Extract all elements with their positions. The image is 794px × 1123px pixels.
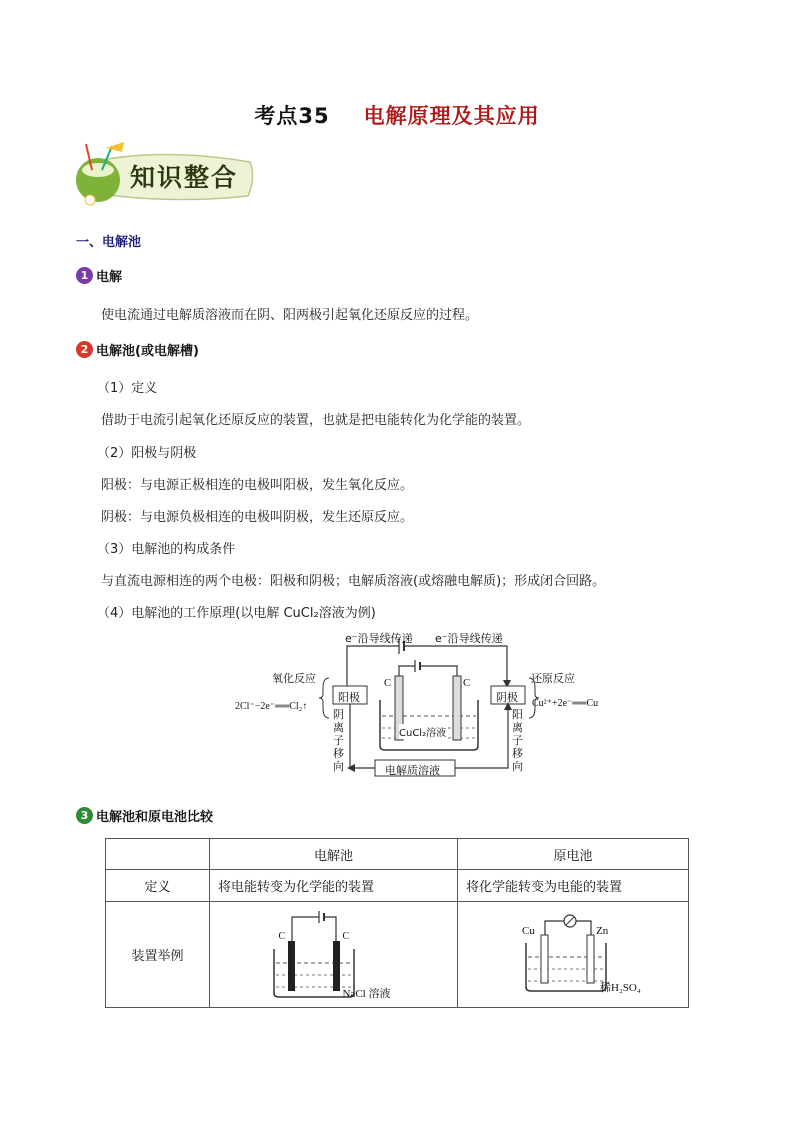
subsection-3-heading (76, 806, 213, 825)
knowledge-banner (72, 140, 256, 208)
electrolysis-definition: 使电流通过电解质溶液而在阴、阳两极引起氧化还原反应的过程。 (101, 308, 479, 323)
comparison-table (105, 838, 689, 1008)
electron-flow-left-label: e⁻沿导线传递 (345, 632, 413, 645)
nacl-cell-right-label: C (342, 930, 350, 942)
electron-flow-right-label: e⁻沿导线传递 (435, 632, 503, 645)
badge-3: 3 (76, 807, 93, 824)
subsection-2-title: 电解池(或电解槽) (96, 344, 199, 359)
para-electrodes-heading: （2）阳极与阴极 (97, 446, 197, 461)
table-header-row (106, 839, 689, 870)
galvanic-cell-figure (498, 907, 648, 1003)
table-cell-device-label: 装置举例 (106, 902, 210, 1008)
anode-equation: 2Cl⁻−2e⁻══Cl₂↑ (235, 701, 308, 712)
subsection-3-title: 电解池和原电池比较 (96, 810, 214, 825)
badge-1: 1 (76, 267, 93, 284)
table-row (106, 870, 689, 902)
solution-label: CuCl₂溶液 (399, 724, 446, 739)
anode-label: 阳极 (338, 691, 360, 704)
banner-text: 知识整合 (130, 163, 239, 192)
table-cell-electrolytic-definition: 将电能转变为化学能的装置 (210, 870, 458, 902)
sulfuric-acid-label: 稀H₂SO₄ (600, 981, 641, 994)
table-cell-definition-label: 定义 (106, 870, 210, 902)
title-name: 电解原理及其应用 (363, 104, 540, 128)
para-conditions-heading: （3）电解池的构成条件 (97, 542, 236, 557)
zinc-electrode-label: Zn (596, 924, 609, 937)
table-cell-galvanic-device (458, 902, 689, 1008)
table-header-electrolytic: 电解池 (210, 839, 458, 870)
electrode-right-label: C (463, 677, 471, 689)
page-title (0, 100, 794, 130)
reduction-label: 还原反应 (531, 672, 575, 685)
electrode-left-label: C (384, 677, 392, 689)
cathode-equation: Cu²⁺+2e⁻══Cu (532, 698, 599, 709)
badge-2: 2 (76, 341, 93, 358)
para-anode: 阳极：与电源正极相连的电极叫阳极，发生氧化反应。 (101, 478, 414, 493)
table-cell-electrolytic-device (210, 902, 458, 1008)
para-cathode: 阴极：与电源负极相连的电极叫阴极，发生还原反应。 (101, 510, 414, 525)
para-definition: 借助于电流引起氧化还原反应的装置，也就是把电能转化为化学能的装置。 (101, 413, 531, 428)
cathode-label: 阴极 (496, 691, 518, 704)
table-cell-galvanic-definition: 将化学能转变为电能的装置 (458, 870, 689, 902)
anion-migration-label: 阴离子移向 (333, 708, 344, 773)
para-principle-heading: （4）电解池的工作原理(以电解 CuCl₂溶液为例) (97, 606, 376, 621)
title-number: 考点35 (254, 104, 330, 128)
nacl-cell-left-label: C (278, 930, 286, 942)
section-heading: 一、电解池 (76, 235, 142, 250)
nacl-solution-label: NaCl 溶液 (342, 987, 391, 1000)
electrolyte-label: 电解质溶液 (385, 764, 440, 777)
para-definition-heading: （1）定义 (97, 381, 158, 396)
subsection-2-heading (76, 340, 199, 359)
nacl-cell-figure (259, 907, 409, 1003)
table-header-empty (106, 839, 210, 870)
table-row (106, 902, 689, 1008)
copper-electrode-label: Cu (522, 924, 535, 937)
subsection-1-heading (76, 266, 122, 285)
table-header-galvanic: 原电池 (458, 839, 689, 870)
oxidation-label: 氧化反应 (272, 672, 316, 685)
subsection-1-title: 电解 (96, 270, 123, 285)
cation-migration-label: 阳离子移向 (512, 708, 523, 773)
para-conditions: 与直流电源相连的两个电极：阳极和阴极；电解质溶液(或熔融电解质)；形成闭合回路。 (101, 574, 606, 589)
